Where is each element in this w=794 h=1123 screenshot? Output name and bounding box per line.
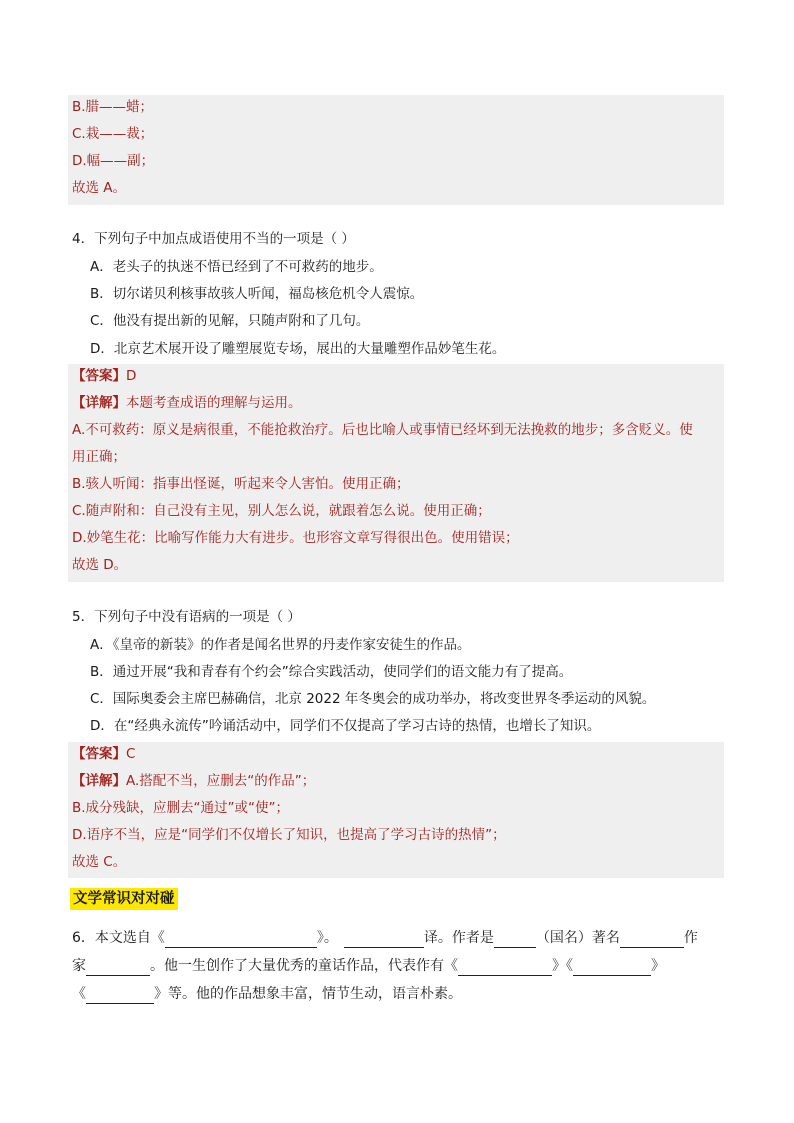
detail-intro: A.搭配不当，应删去“的作品”； (126, 773, 316, 789)
prev-line: D.幅——副； (72, 153, 155, 169)
q6-text: 》 (651, 958, 665, 974)
answer-tag: 【答案】 (72, 746, 126, 762)
q5-option-a: A．《皇帝的新装》的作者是闻名世界的丹麦作家安徒生的作品。 (90, 637, 471, 653)
q5-option-d: D．在“经典永流传”吟诵活动中，同学们不仅提高了学习古诗的热情，也增长了知识。 (90, 718, 601, 734)
q4-detail-line: C.随声附和：自己没有主见，别人怎么说，就跟着怎么说。使用正确； (72, 503, 491, 519)
q6-text: 作 (683, 930, 698, 946)
q5-detail-line: B.成分残缺，应删去“通过”或“使”； (72, 800, 290, 816)
q5-detail-intro (72, 772, 315, 790)
q5-stem: 5．下列句子中没有语病的一项是（ ） (72, 609, 301, 625)
q5-option-c: C．国际奥委会主席巴赫确信，北京 2022 年冬奥会的成功举办，将改变世界冬季运动的风貌。 (90, 691, 656, 707)
q6-text: 译。作者是 (423, 930, 494, 946)
q6-line-1 (72, 928, 698, 948)
q6-blank-country[interactable] (620, 933, 684, 948)
q4-detail-line: B.骇人听闻：指事出怪诞，听起来令人害怕。使用正确； (72, 476, 410, 492)
q6-blank-author[interactable] (494, 933, 536, 948)
q6-line-3 (72, 984, 462, 1004)
q6-blank-work-3[interactable] (86, 989, 154, 1004)
q4-option-d: D．北京艺术展开设了雕塑展览专场，展出的大量雕塑作品妙笔生花。 (90, 341, 506, 357)
q4-detail-intro (72, 394, 302, 412)
q5-detail-line: D.语序不当，应是“同学们不仅增长了知识，也提高了学习古诗的热情”； (72, 827, 506, 843)
section-title: 文学常识对对碰 (70, 888, 178, 910)
q4-detail-line: 用正确； (72, 449, 126, 465)
q6-blank-work-2[interactable] (573, 961, 651, 976)
detail-tag: 【详解】 (72, 773, 126, 789)
q4-detail-line: D.妙笔生花：比喻写作能力大有进步。也形容文章写得很出色。使用错误； (72, 530, 519, 546)
q6-text: 家 (72, 958, 86, 974)
detail-intro: 本题考查成语的理解与运用。 (126, 395, 302, 411)
q4-detail-line: A.不可救药：原义是病很重，不能抢救治疗。后也比喻人或事情已经坏到无法挽救的地步；多含贬义。使 (72, 422, 693, 438)
q6-blank-book[interactable] (165, 933, 317, 948)
q6-text: 。他一生创作了大量优秀的童话作品，代表作有《 (150, 958, 458, 974)
q6-blank-translator[interactable] (344, 933, 424, 948)
q6-blank-work-1[interactable] (458, 961, 552, 976)
q6-text: 》《 (552, 958, 573, 974)
q5-option-b: B．通过开展“我和青春有个约会”综合实践活动，使同学们的语文能力有了提高。 (90, 664, 573, 680)
q5-detail-line: 故选 C。 (72, 854, 127, 870)
q4-detail-line: 故选 D。 (72, 557, 128, 573)
answer-value: D (126, 368, 137, 384)
prev-line: C.栽——裁； (72, 126, 154, 142)
q4-option-b: B．切尔诺贝利核事故骇人听闻，福岛核危机令人震惊。 (90, 286, 424, 302)
prev-answer-box (68, 95, 724, 205)
q5-answer (72, 745, 135, 763)
q6-text: 》。 (316, 930, 338, 946)
q6-text: 》等。他的作品想象丰富，情节生动，语言朴素。 (154, 986, 462, 1002)
q6-text: 6．本文选自《 (72, 930, 165, 946)
detail-tag: 【详解】 (72, 395, 126, 411)
answer-tag: 【答案】 (72, 368, 126, 384)
q4-answer (72, 367, 136, 385)
prev-line: 故选 A。 (72, 180, 127, 196)
q4-option-c: C．他没有提出新的见解，只随声附和了几句。 (90, 313, 370, 329)
q6-text: 《 (72, 986, 86, 1002)
q6-line-2 (72, 956, 665, 976)
q4-option-a: A．老头子的执迷不悟已经到了不可救药的地步。 (90, 259, 383, 275)
q6-blank-profession[interactable] (86, 961, 150, 976)
q4-stem: 4．下列句子中加点成语使用不当的一项是（ ） (72, 231, 355, 247)
q6-text: （国名）著名 (535, 930, 620, 946)
answer-value: C (126, 746, 136, 762)
prev-line: B.腊——蜡； (72, 99, 154, 115)
